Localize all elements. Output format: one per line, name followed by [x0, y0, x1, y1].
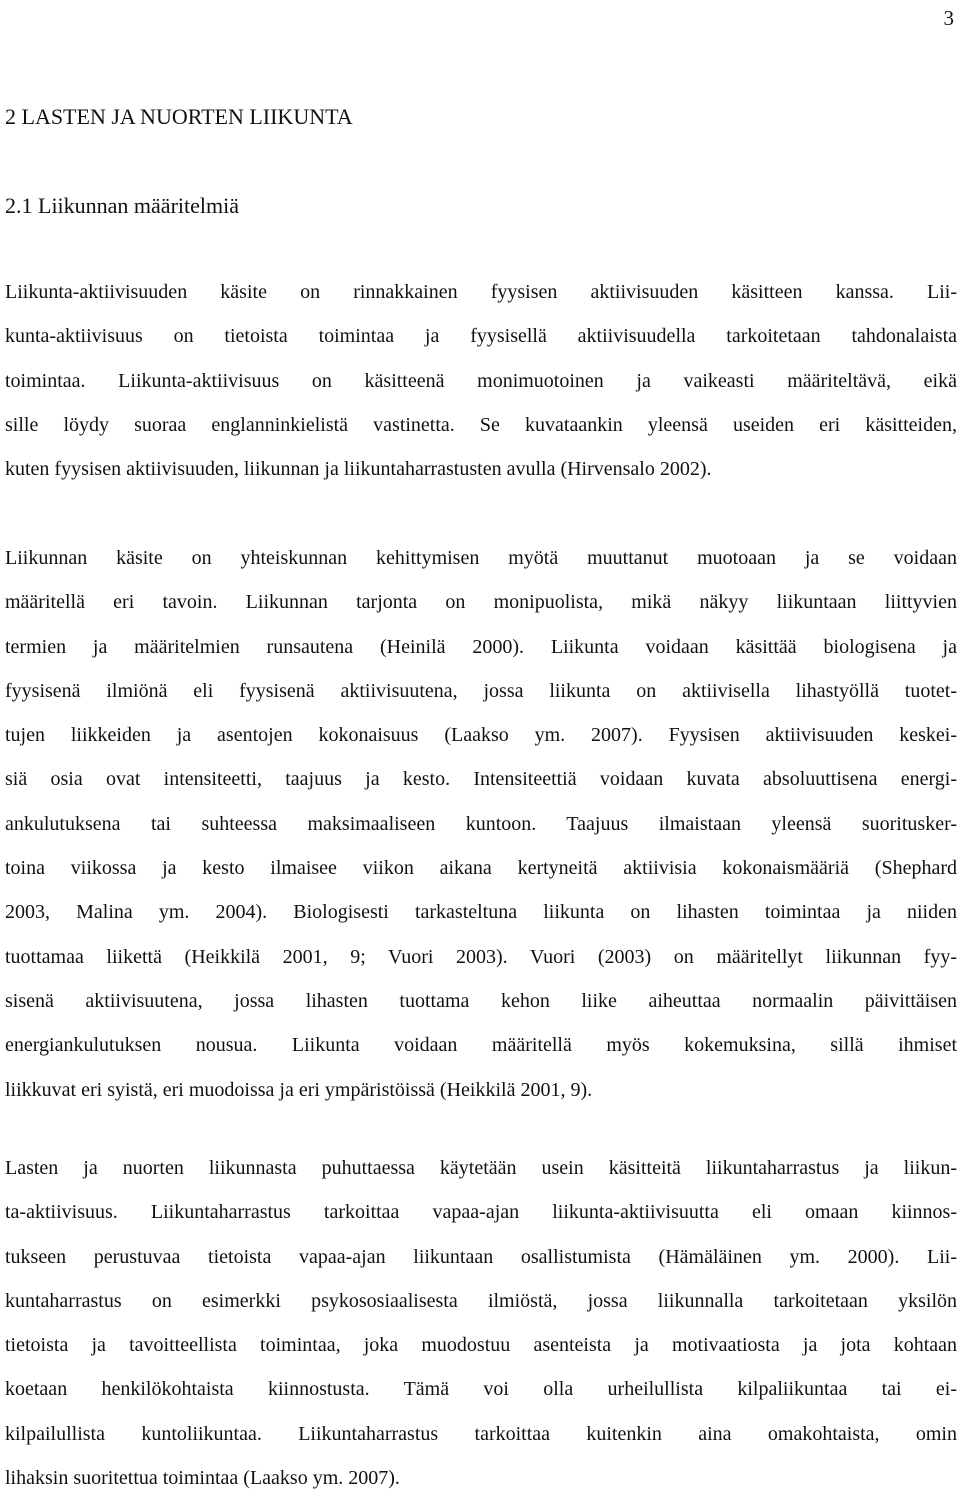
- paragraph-line: sille löydy suoraa englanninkielistä vastinetta. Se kuvataankin yleensä useiden eri käsitteiden,: [5, 413, 957, 436]
- paragraph-line: ta-aktiivisuus. Liikuntaharrastus tarkoittaa vapaa-ajan liikunta-aktiivisuutta eli omaan kiinnos-: [5, 1201, 957, 1224]
- paragraph-3: [5, 1146, 957, 1500]
- paragraph-line: kunta-aktiivisuus on tietoista toimintaa ja fyysisellä aktiivisuudella tarkoitetaan tahdonalaista: [5, 325, 957, 348]
- paragraph-line: tukseen perustuvaa tietoista vapaa-ajan liikuntaan osallistumista (Hämäläinen ym. 2000). Lii-: [5, 1245, 957, 1268]
- paragraph-line: Liikunta-aktiivisuuden käsite on rinnakkainen fyysisen aktiivisuuden käsitteen kanssa. Lii-: [5, 281, 957, 303]
- paragraph-line: toimintaa. Liikunta-aktiivisuus on käsitteenä monimuotoinen ja vaikeasti määriteltävä, eikä: [5, 369, 957, 392]
- paragraph-line: tujen liikkeiden ja asentojen kokonaisuus (Laakso ym. 2007). Fyysisen aktiivisuuden keskei-: [5, 724, 957, 747]
- paragraph-line: sisenä aktiivisuutena, jossa lihasten tuottama kehon liike aiheuttaa normaalin päivittäisen: [5, 989, 957, 1012]
- paragraph-line: kuten fyysisen aktiivisuuden, liikunnan ja liikuntaharrastusten avulla (Hirvensalo 2002).: [5, 458, 712, 481]
- paragraph-line: 2003, Malina ym. 2004). Biologisesti tarkasteltuna liikunta on lihasten toimintaa ja niiden: [5, 901, 957, 924]
- paragraph-1: [5, 270, 957, 491]
- paragraph-line: kilpailullista kuntoliikuntaa. Liikuntaharrastus tarkoittaa kuitenkin aina omakohtaista, omin: [5, 1422, 957, 1445]
- paragraph-line: fyysisenä ilmiönä eli fyysisenä aktiivisuutena, jossa liikunta on aktiivisella lihastyöllä tuotet-: [5, 679, 957, 702]
- paragraph-line: termien ja määritelmien runsautena (Heinilä 2000). Liikunta voidaan käsittää biologisena ja: [5, 635, 957, 658]
- paragraph-line: lihaksin suoritettua toimintaa (Laakso ym. 2007).: [5, 1467, 400, 1490]
- paragraph-line: energiankulutuksen nousua. Liikunta voidaan määritellä myös kokemuksina, sillä ihmiset: [5, 1034, 957, 1057]
- paragraph-line: kuntaharrastus on esimerkki psykososiaalisesta ilmiöstä, jossa liikunnalla tarkoitetaan yksilön: [5, 1289, 957, 1312]
- paragraph-line: Lasten ja nuorten liikunnasta puhuttaessa käytetään usein käsitteitä liikuntaharrastus ja liikun-: [5, 1157, 957, 1179]
- paragraph-2: [5, 536, 957, 1112]
- page-number: 3: [943, 6, 954, 30]
- paragraph-line: koetaan henkilökohtaista kiinnostusta. Tämä voi olla urheilullista kilpaliikuntaa tai ei-: [5, 1378, 957, 1401]
- paragraph-line: ankulutuksena tai suhteessa maksimaaliseen kuntoon. Taajuus ilmaistaan yleensä suoritusker-: [5, 812, 957, 835]
- paragraph-line: tietoista ja tavoitteellista toimintaa, joka muodostuu asenteista ja motivaatiosta ja jota kohtaan: [5, 1334, 957, 1357]
- paragraph-line: siä osia ovat intensiteetti, taajuus ja kesto. Intensiteettiä voidaan kuvata absoluuttisena energi-: [5, 768, 957, 791]
- paragraph-line: määritellä eri tavoin. Liikunnan tarjonta on monipuolista, mikä näkyy liikuntaan liittyvien: [5, 591, 957, 614]
- paragraph-line: tuottamaa liikettä (Heikkilä 2001, 9; Vuori 2003). Vuori (2003) on määritellyt liikunnan fyy-: [5, 945, 957, 968]
- paragraph-line: toina viikossa ja kesto ilmaisee viikon aikana kertyneitä aktiivisia kokonaismääriä (Shephard: [5, 857, 957, 880]
- paragraph-line: liikkuvat eri syistä, eri muodoissa ja eri ympäristöissä (Heikkilä 2001, 9).: [5, 1078, 593, 1101]
- paragraph-line: Liikunnan käsite on yhteiskunnan kehittymisen myötä muuttanut muotoaan ja se voidaan: [5, 547, 957, 569]
- section-heading: 2.1 Liikunnan määritelmiä: [5, 193, 239, 218]
- chapter-heading: 2 LASTEN JA NUORTEN LIIKUNTA: [5, 104, 353, 129]
